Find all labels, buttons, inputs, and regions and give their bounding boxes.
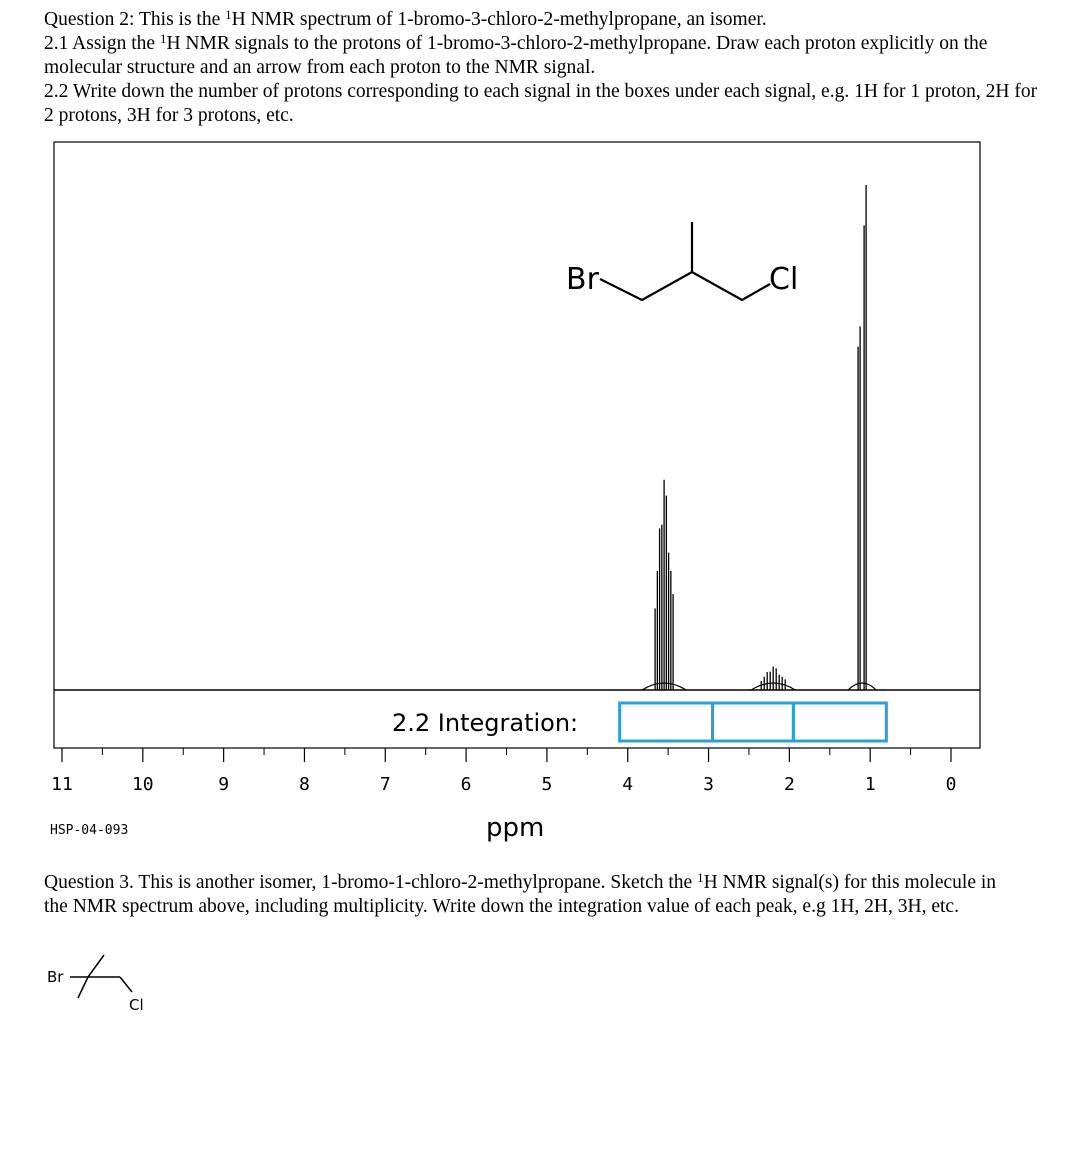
x-tick-label-4: 4 bbox=[622, 774, 634, 795]
isomer-chlorine-label: Cl bbox=[129, 996, 144, 1014]
isomer-bromine-label: Br bbox=[47, 968, 64, 986]
x-tick-label-6: 6 bbox=[460, 774, 472, 795]
question-3-text: Question 3. This is another isomer, 1-bromo-1-chloro-2-methylpropane. Sketch the $^1$H NMR signal(s) for this molecule in the NMR spectrum above, including multiplicity. Write down the integration value of each peak, e.g 1H, 2H, 3H, etc. bbox=[44, 870, 997, 917]
x-axis bbox=[51, 748, 956, 795]
x-tick-label-0: 0 bbox=[945, 774, 957, 795]
question-2-intro: Question 2: This is the $^1$H NMR spectrum of 1-bromo-3-chloro-2-methylpropane, an isomer. bbox=[44, 7, 767, 30]
x-tick-label-10: 10 bbox=[131, 774, 154, 795]
peak-2 bbox=[848, 185, 876, 690]
question-2-2: 2.2 Write down the number of protons corresponding to each signal in the boxes under each signal, e.g. 1H for 1 proton, 2H for 2 protons, 3H for 3 protons, etc. bbox=[44, 81, 1038, 126]
chlorine-label: Cl bbox=[769, 262, 799, 297]
isomer-structure bbox=[40, 950, 180, 1020]
bromine-label: Br bbox=[566, 262, 599, 297]
integration-label: 2.2 Integration: bbox=[392, 709, 579, 737]
spectrum-trace bbox=[54, 185, 980, 690]
peak-0 bbox=[642, 480, 686, 690]
integration-box-3[interactable] bbox=[793, 703, 886, 741]
spectrum-frame bbox=[54, 142, 980, 748]
sample-id: HSP-04-093 bbox=[50, 823, 129, 838]
x-tick-label-8: 8 bbox=[299, 774, 310, 795]
peak-1 bbox=[751, 667, 795, 690]
integration-box-1[interactable] bbox=[620, 703, 713, 741]
x-tick-label-5: 5 bbox=[541, 774, 553, 795]
x-tick-label-1: 1 bbox=[864, 774, 876, 795]
x-tick-label-3: 3 bbox=[703, 774, 714, 795]
peak-2-envelope bbox=[848, 683, 876, 690]
x-tick-label-11: 11 bbox=[51, 774, 73, 795]
integration-boxes bbox=[620, 703, 887, 741]
question-3 bbox=[44, 871, 1004, 919]
molecule-structure bbox=[566, 222, 798, 300]
question-2-1: 2.1 Assign the $^1$H NMR signals to the protons of 1-bromo-3-chloro-2-methylpropane. Draw each proton explicitly on the molecular structure and an arrow from each proton to the NMR signal. bbox=[44, 31, 988, 78]
x-tick-label-9: 9 bbox=[218, 774, 230, 795]
x-tick-label-7: 7 bbox=[379, 774, 391, 795]
integration-box-2[interactable] bbox=[713, 703, 794, 741]
x-tick-label-2: 2 bbox=[783, 774, 795, 795]
x-axis-label: ppm bbox=[486, 813, 545, 843]
